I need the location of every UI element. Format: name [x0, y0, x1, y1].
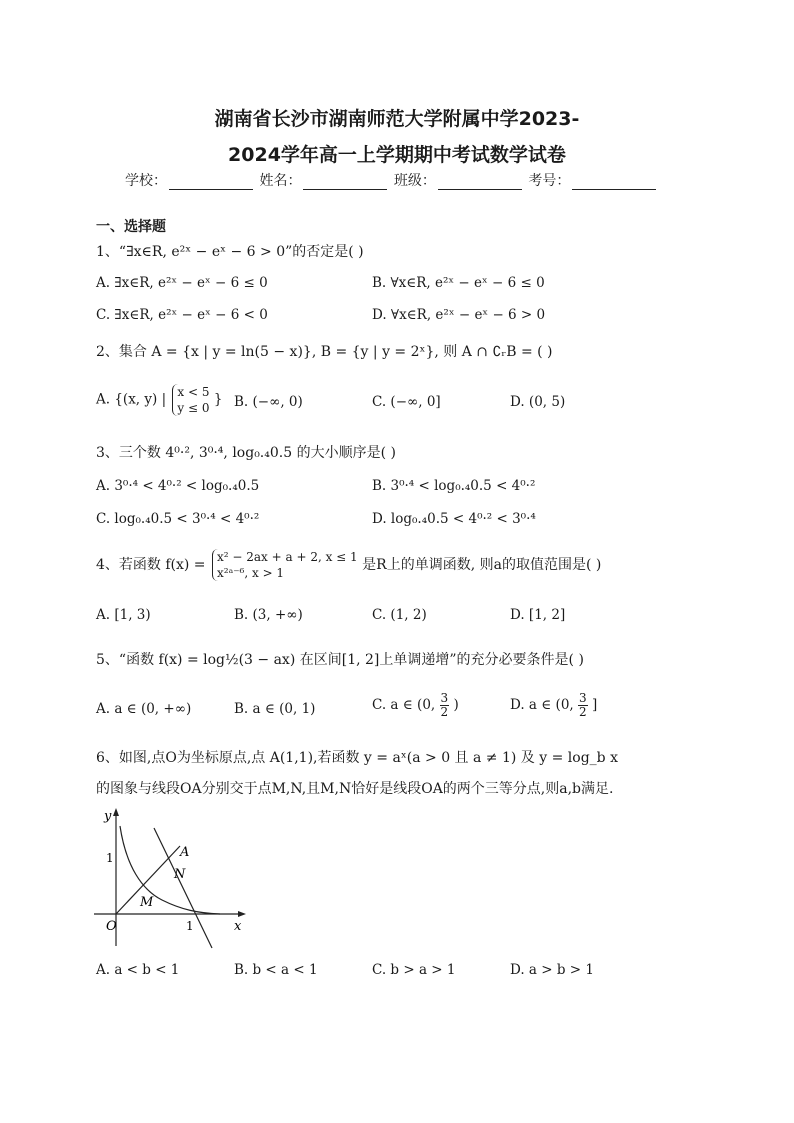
q6-option-a: A. a < b < 1 [96, 962, 180, 978]
q6-option-c: C. b > a > 1 [372, 962, 456, 978]
q4-option-d: D. [1, 2] [510, 607, 566, 623]
q5-c-den: 2 [440, 705, 449, 719]
q4-case1: x² − 2ax + a + 2, x ≤ 1 [217, 550, 358, 564]
q6-stem-line1: 6、如图,点O为坐标原点,点 A(1,1),若函数 y = aˣ(a > 0 且 a ≠ 1) 及 y = log_b x [96, 750, 618, 766]
q2-stem: 2、集合 A = {x | y = ln(5 − x)}, B = {y | y = 2ˣ}, 则 A ∩ ∁ᵣB = ( ) [96, 344, 553, 360]
q5-d-den: 2 [579, 705, 587, 719]
q4-option-c: C. (1, 2) [372, 607, 427, 623]
q3-option-d: D. log₀.₄0.5 < 4⁰·² < 3⁰·⁴ [372, 511, 536, 527]
fig-label-one-y: 1 [106, 851, 114, 865]
q5-d-pre: D. a ∈ (0, [510, 697, 574, 713]
q2-a-system [172, 384, 209, 416]
q2-a-bot: y ≤ 0 [177, 401, 210, 415]
name-blank [303, 175, 387, 190]
q6-figure [90, 806, 250, 950]
q3-stem: 3、三个数 4⁰·², 3⁰·⁴, log₀.₄0.5 的大小顺序是( ) [96, 445, 396, 461]
q6-option-b: B. b < a < 1 [234, 962, 318, 978]
name-label: 姓名： [259, 173, 302, 189]
exam-title-line2: 2024学年高一上学期期中考试数学试卷 [228, 144, 566, 166]
q1-option-d: D. ∀x∈R, e²ˣ − eˣ − 6 > 0 [372, 307, 546, 323]
id-label: 考号： [528, 173, 571, 189]
exp-curve [120, 826, 220, 914]
id-blank [572, 175, 656, 190]
q4-option-b: B. (3, +∞) [234, 607, 303, 623]
q2-option-b: B. (−∞, 0) [234, 394, 303, 410]
x-axis-arrow [238, 911, 246, 917]
q5-d-num: 3 [579, 691, 587, 705]
class-label: 班级： [393, 173, 436, 189]
q1-option-c: C. ∃x∈R, e²ˣ − eˣ − 6 < 0 [96, 307, 268, 323]
fig-label-n: N [174, 867, 186, 882]
q6-stem-line2: 的图象与线段OA分别交于点M,N,且M,N恰好是线段OA的两个三等分点,则a,b满足. [96, 781, 614, 797]
q2-a-post: } [213, 391, 223, 408]
q4-piecewise [212, 549, 358, 581]
fig-label-x: x [234, 919, 242, 934]
fig-label-one-x: 1 [186, 919, 194, 933]
q5-c-fraction [440, 692, 450, 719]
fig-label-a: A [180, 845, 190, 860]
q5-option-b: B. a ∈ (0, 1) [234, 701, 316, 717]
q5-option-c [372, 692, 459, 719]
q5-c-num: 3 [440, 691, 449, 705]
q1-option-b: B. ∀x∈R, e²ˣ − eˣ − 6 ≤ 0 [372, 275, 545, 291]
section-heading: 一、选择题 [96, 219, 166, 235]
q2-option-a [96, 384, 222, 416]
student-info-row [125, 170, 658, 190]
q2-a-pre: A. {(x, y) | [96, 391, 167, 408]
q3-option-b: B. 3⁰·⁴ < log₀.₄0.5 < 4⁰·² [372, 478, 536, 494]
q5-d-post: ] [591, 697, 598, 713]
q4-stem [96, 549, 601, 581]
fig-label-o: O [106, 919, 117, 934]
fig-label-m: M [140, 895, 154, 910]
school-label: 学校： [125, 173, 167, 189]
class-blank [438, 175, 522, 190]
q2-option-c: C. (−∞, 0] [372, 394, 441, 410]
q1-stem: 1、“∃x∈R, e²ˣ − eˣ − 6 > 0”的否定是( ) [96, 244, 364, 260]
q5-c-post: ) [453, 697, 459, 713]
q3-option-c: C. log₀.₄0.5 < 3⁰·⁴ < 4⁰·² [96, 511, 260, 527]
q4-pre: 4、若函数 f(x) = [96, 557, 206, 573]
y-axis-arrow [113, 808, 119, 816]
q5-d-fraction [578, 692, 588, 719]
fig-label-y: y [104, 809, 112, 824]
q4-case2: x²ᵃ⁻⁶, x > 1 [217, 566, 285, 580]
exam-title-line1: 湖南省长沙市湖南师范大学附属中学2023- [214, 108, 580, 130]
q2-option-d: D. (0, 5) [510, 394, 566, 410]
q5-option-a: A. a ∈ (0, +∞) [96, 701, 192, 717]
q3-option-a: A. 3⁰·⁴ < 4⁰·² < log₀.₄0.5 [96, 478, 260, 494]
q5-c-pre: C. a ∈ (0, [372, 697, 436, 713]
q4-option-a: A. [1, 3) [96, 607, 151, 623]
q4-post: 是R上的单调函数, 则a的取值范围是( ) [362, 557, 602, 573]
q2-a-top: x < 5 [177, 385, 210, 399]
q5-option-d [510, 692, 597, 719]
q1-option-a: A. ∃x∈R, e²ˣ − eˣ − 6 ≤ 0 [96, 275, 268, 291]
school-blank [169, 175, 253, 190]
q6-option-d: D. a > b > 1 [510, 962, 594, 978]
q5-stem: 5、“函数 f(x) = log½(3 − ax) 在区间[1, 2]上单调递增”的充分必要条件是( ) [96, 652, 584, 668]
